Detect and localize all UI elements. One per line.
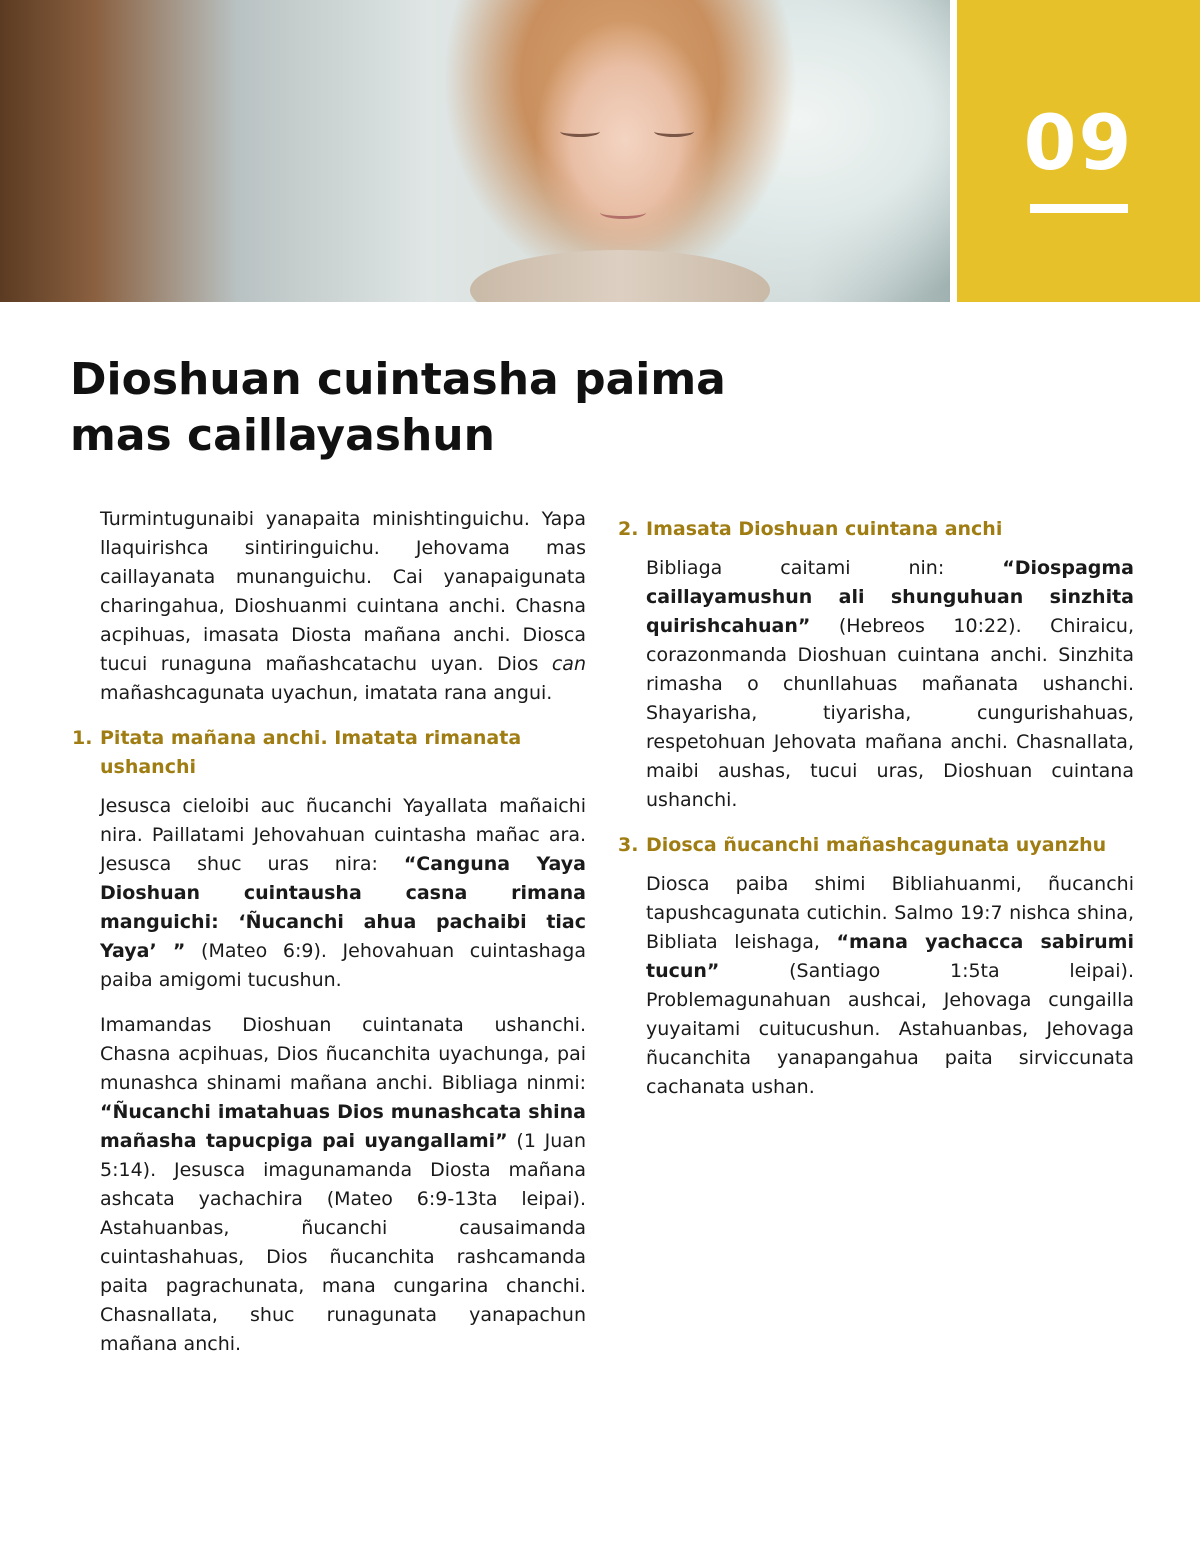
section1-heading	[72, 724, 586, 782]
section3-p1-quote: “mana yachacca sabirumi tucun”	[646, 931, 1134, 982]
section2-paragraph	[646, 554, 1134, 815]
section3-p1-text-end: (Santiago 1:5ta leipai). Problemagunahuan aushcai, Jehovaga cungailla yuyaitami cuitucushun. Astahuanbas, Jehovaga ñucanchita yanapangahua paita sirviccunata cachanata ushan.	[646, 960, 1134, 1098]
section1-p2-quote: “Ñucanchi imatahuas Dios munashcata shina mañasha tapucpiga pai uyangallami”	[100, 1101, 586, 1152]
section3-p1-text: Diosca paiba shimi Bibliahuanmi, ñucanchi tapushcagunata cutichin. Salmo 19:7 nishca shina, Bibliata leishaga,	[646, 873, 1134, 953]
photo-eye-left	[560, 126, 600, 137]
lesson-badge	[957, 0, 1200, 302]
section2-number: 2.	[618, 518, 639, 540]
page-title	[70, 352, 790, 464]
photo-eye-right	[654, 126, 694, 137]
section2-p1-quote: “Diospagma caillayamushun ali shunguhuan sinzhita quirishcahuan”	[646, 557, 1134, 637]
section2-p1-text: Bibliaga caitami nin:	[646, 557, 1003, 579]
photo-shirt	[470, 250, 770, 302]
section2-p1-text-end: (Hebreos 10:22). Chiraicu, corazonmanda Dioshuan cuintana anchi. Sinzhita rimasha o chunllahuas mañanata ushanchi. Shayarisha, tiyarisha, cungurishahuas, respetohuan Jehovata mañana anchi. Chasnallata, maibi aushas, tucui uras, Dioshuan cuintana ushanchi.	[646, 615, 1134, 811]
page-title-line2: mas caillayashun	[70, 410, 495, 461]
section3-paragraph	[646, 870, 1134, 1102]
photo-mouth	[600, 206, 646, 219]
section1-p1-quote: “Canguna Yaya Dioshuan cuintausha casna rimana manguichi: ‘Ñucanchi ahua pachaibi tiac Yaya’ ”	[100, 853, 586, 962]
section1-p1-text: Jesusca cieloibi auc ñucanchi Yayallata mañaichi nira. Paillatami Jehovahuan cuintasha mañac ara. Jesusca shuc uras nira:	[100, 795, 586, 875]
lesson-number-underline	[1030, 204, 1128, 213]
lesson-number: 09	[1023, 98, 1134, 187]
section3-heading	[618, 831, 1134, 860]
section1-paragraph-2	[100, 1011, 586, 1359]
section2-heading	[618, 515, 1134, 544]
intro-text-end: mañashcagunata uyachun, imatata rana angui.	[100, 682, 553, 704]
section1-p2-text: Imamandas Dioshuan cuintanata ushanchi. Chasna acpihuas, Dios ñucanchita uyachunga, pai munashca shinami mañana anchi. Bibliaga ninmi:	[100, 1014, 586, 1094]
intro-italic: can	[551, 653, 586, 675]
section3-heading-text: Diosca ñucanchi mañashcagunata uyanzhu	[646, 834, 1107, 856]
intro-text: Turmintugunaibi yanapaita minishtinguichu. Yapa llaquirishca sintiringuichu. Jehovama mas caillayanata munanguichu. Cai yanapaigunata charingahua, Dioshuanmi cuintana anchi. Chasna acpihuas, imasata Diosta mañana anchi. Diosca tucui runaguna mañashcatachu uyan. Dios	[100, 508, 586, 675]
header-photo	[0, 0, 950, 302]
section2-heading-text: Imasata Dioshuan cuintana anchi	[646, 518, 1003, 540]
section1-number: 1.	[72, 727, 93, 749]
section1-paragraph-1	[100, 792, 586, 995]
section3-number: 3.	[618, 834, 639, 856]
section1-p2-text-end: (1 Juan 5:14). Jesusca imagunamanda Diosta mañana ashcata yachachira (Mateo 6:9-13ta leipai). Astahuanbas, ñucanchi causaimanda cuintashahuas, Dios ñucanchita rashcamanda paita pagrachunata, mana cungarina chanchi. Chasnallata, shuc runagunata yanapachun mañana anchi.	[100, 1130, 586, 1355]
page-title-line1: Dioshuan cuintasha paima	[70, 354, 726, 405]
intro-paragraph	[100, 505, 586, 708]
section1-heading-text: Pitata mañana anchi. Imatata rimanata ushanchi	[100, 727, 522, 778]
right-column	[618, 505, 1134, 1118]
left-column	[72, 505, 586, 1375]
section1-p1-text-end: (Mateo 6:9). Jehovahuan cuintashaga paiba amigomi tucushun.	[100, 940, 586, 991]
